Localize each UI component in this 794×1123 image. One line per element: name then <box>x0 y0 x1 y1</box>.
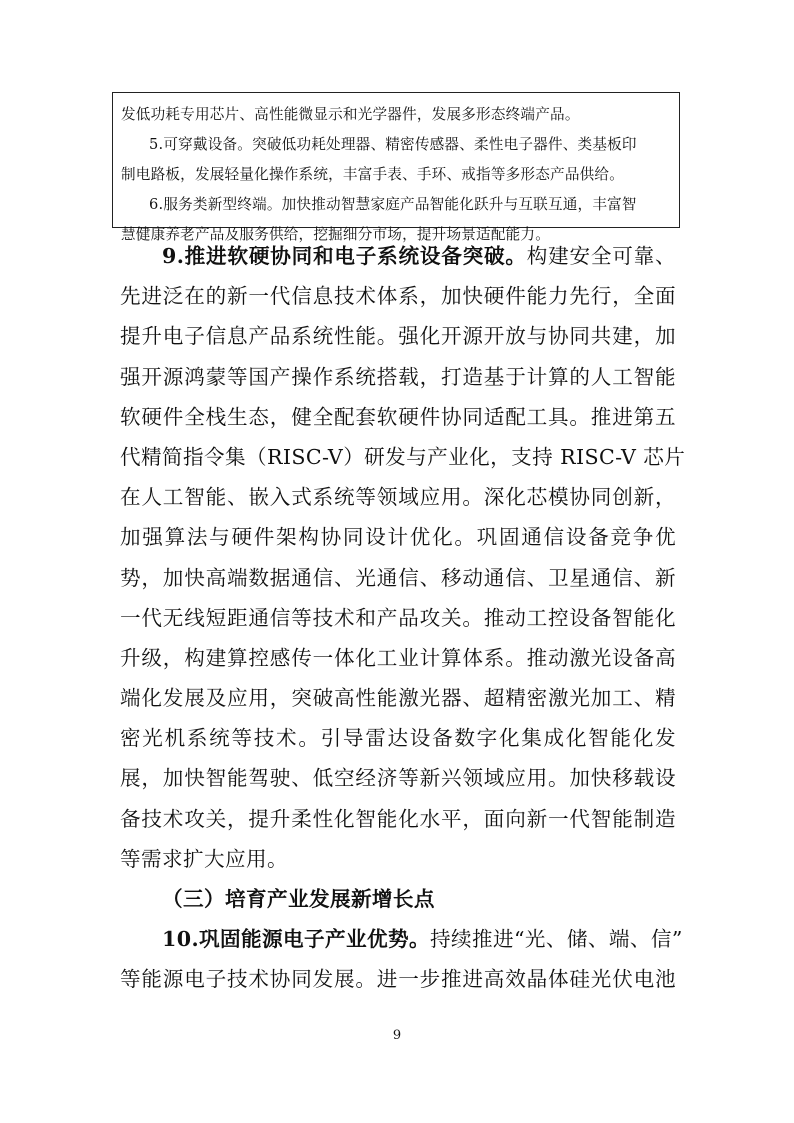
paragraph-line: 端化发展及应用，突破高性能激光器、超精密激光加工、精 <box>120 686 676 711</box>
section-10-heading: 10.巩固能源电子产业优势。 <box>162 927 430 952</box>
paragraph-line: 等能源电子技术协同发展。进一步推进高效晶体硅光伏电池 <box>120 967 676 992</box>
paragraph-line: 密光机系统等技术。引导雷达设备数字化集成化智能化发 <box>120 726 676 751</box>
box-line: 5.可穿戴设备。突破低功耗处理器、精密传感器、柔性电子器件、类基板印 <box>149 136 637 153</box>
paragraph-line: 展，加快智能驾驶、低空经济等新兴领域应用。加快移载设 <box>120 766 676 791</box>
paragraph-line <box>120 236 676 276</box>
section-10-first-text: 持续推进“光、储、端、信” <box>429 927 683 952</box>
paragraph-line: 先进泛在的新一代信息技术体系，加快硬件能力先行，全面 <box>120 284 676 309</box>
paragraph-line: 势，加快高端数据通信、光通信、移动通信、卫星通信、新 <box>120 565 676 590</box>
paragraph-line: 强开源鸿蒙等国产操作系统搭载，打造基于计算的人工智能 <box>120 364 676 389</box>
section-9-heading: 9.推进软硬协同和电子系统设备突破。 <box>162 244 527 268</box>
box-line: 发低功耗专用芯片、高性能微显示和光学器件，发展多形态终端产品。 <box>121 106 580 123</box>
paragraph-line: 代精简指令集（RISC-V）研发与产业化，支持 RISC-V 芯片 <box>120 444 686 469</box>
section-3-heading: （三）培育产业发展新增长点 <box>162 887 435 911</box>
page-number: 9 <box>392 1028 402 1043</box>
paragraph-line: 在人工智能、嵌入式系统等领域应用。深化芯模协同创新， <box>120 485 676 510</box>
paragraph-line <box>120 919 683 959</box>
box-line: 制电路板，发展轻量化操作系统，丰富手表、手环、戒指等多形态产品供给。 <box>121 166 624 183</box>
body-text <box>120 236 686 1000</box>
paragraph-line: 备技术攻关，提升柔性化智能化水平，面向新一代智能制造 <box>120 806 676 831</box>
paragraph-line: 升级，构建算控感传一体化工业计算体系。推动激光设备高 <box>120 645 676 670</box>
paragraph-line: 加强算法与硬件架构协同设计优化。巩固通信设备竞争优 <box>120 525 676 550</box>
paragraph-line: 提升电子信息产品系统性能。强化开源开放与协同共建，加 <box>120 324 676 349</box>
section-9-first-text: 构建安全可靠、 <box>526 244 676 268</box>
box-line: 慧健康养老产品及服务供给，挖掘细分市场，提升场景适配能力。 <box>121 226 551 243</box>
paragraph-line: 一代无线短距通信等技术和产品攻关。推动工控设备智能化 <box>120 605 676 630</box>
box-line: 6.服务类新型终端。加快推动智慧家庭产品智能化跃升与互联互通，丰富智 <box>149 196 637 213</box>
paragraph-line: 等需求扩大应用。 <box>120 846 288 871</box>
paragraph-line: 软硬件全栈生态，健全配套软硬件协同适配工具。推进第五 <box>120 404 676 429</box>
info-box <box>112 92 680 243</box>
